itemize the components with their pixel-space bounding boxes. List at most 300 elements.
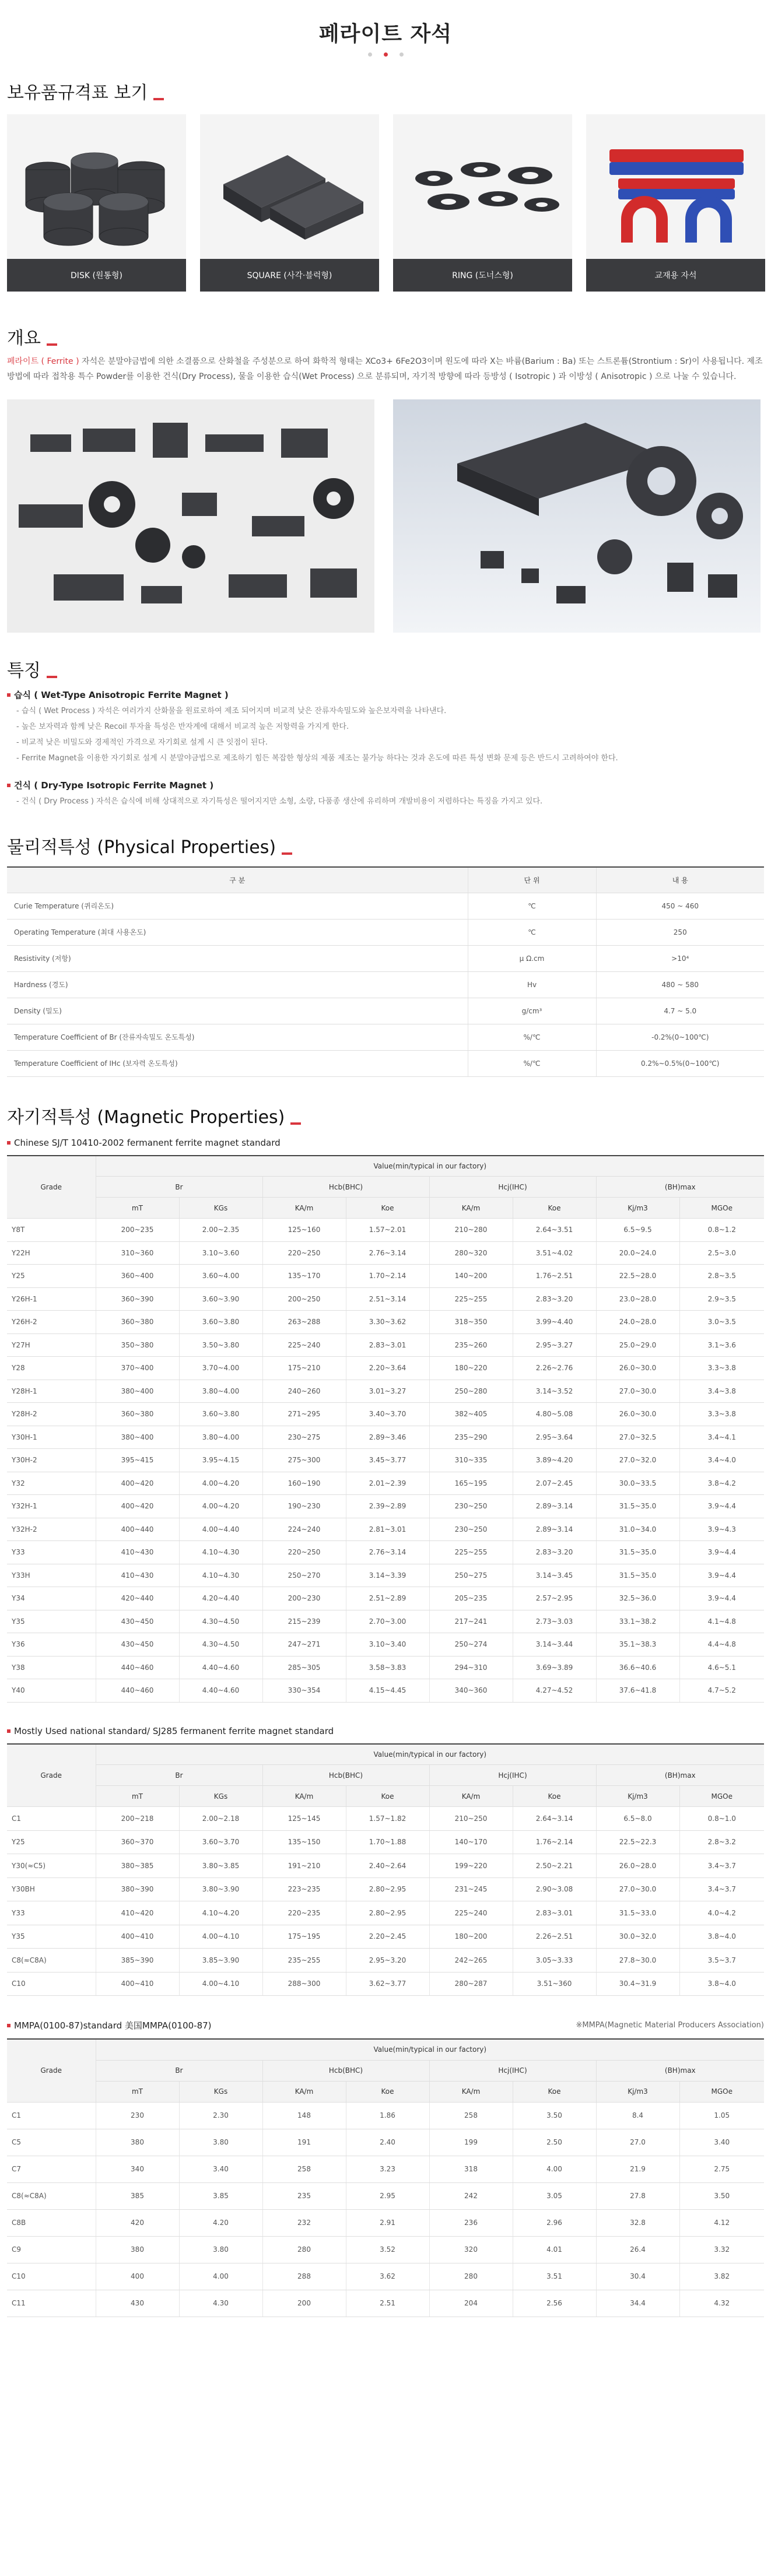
value-cell: 3.01~3.27 bbox=[346, 1380, 429, 1403]
table-cell: ℃ bbox=[468, 919, 596, 945]
value-cell: 31.5~33.0 bbox=[596, 1901, 679, 1925]
value-cell: 280~287 bbox=[429, 1972, 513, 1996]
grade-cell: Y33 bbox=[7, 1541, 96, 1564]
group-header: Hcb(BHC) bbox=[262, 2060, 429, 2081]
value-cell: 225~255 bbox=[429, 1541, 513, 1564]
value-cell: 3.51~4.02 bbox=[513, 1241, 596, 1265]
overview-heading bbox=[7, 324, 764, 349]
value-cell: 3.52 bbox=[346, 2236, 429, 2263]
value-cell: 242 bbox=[429, 2182, 513, 2209]
value-cell: 2.83~3.01 bbox=[346, 1333, 429, 1357]
table-row bbox=[7, 1541, 764, 1564]
value-cell: 199~220 bbox=[429, 1854, 513, 1878]
value-cell: 2.30 bbox=[179, 2102, 262, 2129]
value-cell: 200~230 bbox=[262, 1587, 346, 1610]
table-row bbox=[7, 1518, 764, 1541]
value-cell: 236 bbox=[429, 2209, 513, 2236]
value-cell: 204 bbox=[429, 2290, 513, 2317]
value-cell: 160~190 bbox=[262, 1472, 346, 1495]
grade-cell: Y30H-2 bbox=[7, 1449, 96, 1472]
value-cell: 4.00~4.20 bbox=[179, 1495, 262, 1518]
value-cell: 380~390 bbox=[96, 1877, 179, 1901]
value-cell: 210~250 bbox=[429, 1807, 513, 1831]
table-cell: -0.2%(0~100℃) bbox=[596, 1024, 764, 1050]
value-cell: 34.4 bbox=[596, 2290, 679, 2317]
square-magnet-image[interactable] bbox=[200, 114, 379, 259]
value-cell: 223~235 bbox=[262, 1877, 346, 1901]
value-cell: 0.8~1.2 bbox=[679, 1219, 764, 1242]
value-cell: 2.89~3.46 bbox=[346, 1426, 429, 1449]
value-cell: 231~245 bbox=[429, 1877, 513, 1901]
value-cell: 165~195 bbox=[429, 1472, 513, 1495]
value-cell: 31.5~35.0 bbox=[596, 1541, 679, 1564]
value-cell: 200~250 bbox=[262, 1287, 346, 1311]
magnetic-table-note: ※MMPA(Magnetic Material Producers Association) bbox=[576, 2021, 764, 2030]
grade-cell: C7 bbox=[7, 2156, 96, 2182]
value-cell: 26.0~30.0 bbox=[596, 1357, 679, 1380]
table-cell: 250 bbox=[596, 919, 764, 945]
value-cell: 27.8 bbox=[596, 2182, 679, 2209]
value-cell: 2.83~3.01 bbox=[513, 1901, 596, 1925]
value-cell: 3.8~4.0 bbox=[679, 1972, 764, 1996]
table-cell: Hv bbox=[468, 971, 596, 998]
table-row bbox=[7, 1333, 764, 1357]
table-cell: μ Ω.cm bbox=[468, 945, 596, 971]
group-header: Hcj(IHC) bbox=[429, 1765, 596, 1786]
value-cell: 4.20 bbox=[179, 2209, 262, 2236]
value-header: Value(min/typical in our factory) bbox=[96, 1744, 764, 1765]
dot bbox=[368, 52, 372, 57]
table-cell: ℃ bbox=[468, 893, 596, 919]
value-cell: 235~255 bbox=[262, 1949, 346, 1973]
value-cell: 2.26~2.51 bbox=[513, 1925, 596, 1949]
value-cell: 280~320 bbox=[429, 1241, 513, 1265]
value-cell: 3.14~3.45 bbox=[513, 1564, 596, 1587]
table-row bbox=[7, 2236, 764, 2263]
value-cell: 6.5~9.5 bbox=[596, 1219, 679, 1242]
value-cell: 3.80~4.00 bbox=[179, 1380, 262, 1403]
value-cell: 2.64~3.14 bbox=[513, 1807, 596, 1831]
value-cell: 430~450 bbox=[96, 1610, 179, 1633]
grade-cell: C10 bbox=[7, 1972, 96, 1996]
value-cell: 3.50~3.80 bbox=[179, 1333, 262, 1357]
grade-cell: C1 bbox=[7, 2102, 96, 2129]
value-cell: 3.1~3.6 bbox=[679, 1333, 764, 1357]
value-cell: 4.40~4.60 bbox=[179, 1656, 262, 1679]
value-cell: 3.14~3.39 bbox=[346, 1564, 429, 1587]
magnetic-properties-table bbox=[7, 1743, 764, 1996]
value-cell: 3.9~4.3 bbox=[679, 1518, 764, 1541]
table-row bbox=[7, 971, 764, 998]
table-header: 내 용 bbox=[596, 867, 764, 893]
table-row bbox=[7, 2290, 764, 2317]
value-cell: 3.60~3.70 bbox=[179, 1830, 262, 1854]
table-row bbox=[7, 1449, 764, 1472]
table-cell: Temperature Coefficient of IHc (보자력 온도특성) bbox=[7, 1050, 468, 1076]
value-cell: 3.80 bbox=[179, 2236, 262, 2263]
value-cell: 225~240 bbox=[262, 1333, 346, 1357]
magnetic-heading-text: 자기적특성 (Magnetic Properties) bbox=[7, 1107, 285, 1128]
value-cell: 3.32 bbox=[679, 2236, 764, 2263]
table-cell: Resistivity (저항) bbox=[7, 945, 468, 971]
unit-header: Koe bbox=[346, 1198, 429, 1219]
value-cell: 26.0~28.0 bbox=[596, 1854, 679, 1878]
value-cell: 26.0~30.0 bbox=[596, 1403, 679, 1426]
value-cell: 3.95~4.15 bbox=[179, 1449, 262, 1472]
value-cell: 205~235 bbox=[429, 1587, 513, 1610]
product-education[interactable] bbox=[586, 114, 765, 292]
value-cell: 3.9~4.4 bbox=[679, 1587, 764, 1610]
value-cell: 4.6~5.1 bbox=[679, 1656, 764, 1679]
product-disk[interactable] bbox=[7, 114, 186, 292]
value-cell: 3.82 bbox=[679, 2263, 764, 2290]
value-cell: 3.10~3.60 bbox=[179, 1241, 262, 1265]
heading-mark bbox=[282, 852, 292, 855]
value-cell: 2.01~2.39 bbox=[346, 1472, 429, 1495]
grade-header: Grade bbox=[7, 2039, 96, 2102]
value-cell: 2.76~3.14 bbox=[346, 1241, 429, 1265]
magnetic-table-title bbox=[0, 2019, 771, 2031]
value-cell: 3.80 bbox=[179, 2129, 262, 2156]
bullet-icon bbox=[7, 784, 10, 787]
value-cell: 1.76~2.51 bbox=[513, 1265, 596, 1288]
value-cell: 1.57~2.01 bbox=[346, 1219, 429, 1242]
value-cell: 288 bbox=[262, 2263, 346, 2290]
value-cell: 32.5~36.0 bbox=[596, 1587, 679, 1610]
table-header: 구 분 bbox=[7, 867, 468, 893]
table-row bbox=[7, 1380, 764, 1403]
group-header: Hcb(BHC) bbox=[262, 1765, 429, 1786]
value-cell: 380~400 bbox=[96, 1380, 179, 1403]
value-cell: 3.4~3.7 bbox=[679, 1877, 764, 1901]
value-cell: 2.5~3.0 bbox=[679, 1241, 764, 1265]
value-cell: 310~335 bbox=[429, 1449, 513, 1472]
unit-header: mT bbox=[96, 1786, 179, 1807]
value-cell: 240~260 bbox=[262, 1380, 346, 1403]
physical-heading bbox=[7, 833, 764, 858]
value-cell: 2.51~3.14 bbox=[346, 1287, 429, 1311]
value-cell: 430 bbox=[96, 2290, 179, 2317]
grade-cell: Y30BH bbox=[7, 1877, 96, 1901]
value-cell: 3.0~3.5 bbox=[679, 1311, 764, 1334]
value-cell: 320 bbox=[429, 2236, 513, 2263]
grade-cell: Y22H bbox=[7, 1241, 96, 1265]
value-cell: 330~354 bbox=[262, 1679, 346, 1703]
value-cell: 3.4~3.7 bbox=[679, 1854, 764, 1878]
value-cell: 250~274 bbox=[429, 1633, 513, 1656]
value-cell: 3.99~4.40 bbox=[513, 1311, 596, 1334]
table-row bbox=[7, 1426, 764, 1449]
value-cell: 360~400 bbox=[96, 1265, 179, 1288]
value-cell: 285~305 bbox=[262, 1656, 346, 1679]
table-row bbox=[7, 998, 764, 1024]
table-cell: Density (밀도) bbox=[7, 998, 468, 1024]
value-cell: 31.5~35.0 bbox=[596, 1564, 679, 1587]
table-row bbox=[7, 1877, 764, 1901]
value-cell: 3.80~3.85 bbox=[179, 1854, 262, 1878]
value-cell: 385~390 bbox=[96, 1949, 179, 1973]
table-row bbox=[7, 2129, 764, 2156]
value-cell: 21.9 bbox=[596, 2156, 679, 2182]
page-title: 페라이트 자석 bbox=[318, 22, 453, 46]
value-cell: 410~420 bbox=[96, 1901, 179, 1925]
value-cell: 27.0~30.0 bbox=[596, 1877, 679, 1901]
value-cell: 4.12 bbox=[679, 2209, 764, 2236]
unit-header: KA/m bbox=[262, 1786, 346, 1807]
bullet-icon bbox=[7, 1729, 10, 1733]
table-row bbox=[7, 2182, 764, 2209]
value-cell: 3.50 bbox=[679, 2182, 764, 2209]
dot-active bbox=[384, 52, 388, 57]
grade-cell: C8B bbox=[7, 2209, 96, 2236]
ferrite-products-photo-2 bbox=[393, 399, 761, 633]
value-cell: 350~380 bbox=[96, 1333, 179, 1357]
grade-cell: Y35 bbox=[7, 1610, 96, 1633]
value-cell: 4.10~4.20 bbox=[179, 1901, 262, 1925]
value-cell: 4.30~4.50 bbox=[179, 1633, 262, 1656]
value-cell: 400~420 bbox=[96, 1495, 179, 1518]
value-cell: 3.4~3.8 bbox=[679, 1380, 764, 1403]
overview-photos bbox=[0, 399, 771, 633]
value-cell: 4.32 bbox=[679, 2290, 764, 2317]
value-cell: 230~250 bbox=[429, 1495, 513, 1518]
grade-cell: Y32H-1 bbox=[7, 1495, 96, 1518]
features-heading-text: 특징 bbox=[7, 661, 41, 681]
value-cell: 3.14~3.44 bbox=[513, 1633, 596, 1656]
value-cell: 318 bbox=[429, 2156, 513, 2182]
value-cell: 220~250 bbox=[262, 1541, 346, 1564]
value-cell: 2.81~3.01 bbox=[346, 1518, 429, 1541]
value-cell: 230~250 bbox=[429, 1518, 513, 1541]
disk-magnet-image[interactable] bbox=[7, 114, 186, 259]
grade-header: Grade bbox=[7, 1156, 96, 1219]
value-cell: 4.00~4.40 bbox=[179, 1518, 262, 1541]
value-cell: 1.57~1.82 bbox=[346, 1807, 429, 1831]
magnetic-properties-table bbox=[7, 2038, 764, 2317]
value-cell: 3.62~3.77 bbox=[346, 1972, 429, 1996]
value-cell: 400~410 bbox=[96, 1925, 179, 1949]
grade-cell: Y35 bbox=[7, 1925, 96, 1949]
value-cell: 2.90~3.08 bbox=[513, 1877, 596, 1901]
value-cell: 360~380 bbox=[96, 1403, 179, 1426]
magnetic-table-title-text: MMPA(0100-87)standard 美国MMPA(0100-87) bbox=[14, 2020, 212, 2031]
product-caption[interactable]: SQUARE (사각·블럭형) bbox=[200, 259, 379, 292]
value-cell: 37.6~41.8 bbox=[596, 1679, 679, 1703]
dry-type-title bbox=[0, 779, 771, 791]
value-cell: 3.40~3.70 bbox=[346, 1403, 429, 1426]
grade-cell: Y25 bbox=[7, 1265, 96, 1288]
value-cell: 3.30~3.62 bbox=[346, 1311, 429, 1334]
table-row bbox=[7, 1472, 764, 1495]
unit-header: KA/m bbox=[429, 1198, 513, 1219]
value-cell: 3.23 bbox=[346, 2156, 429, 2182]
value-cell: 27.0~32.5 bbox=[596, 1426, 679, 1449]
product-caption[interactable]: RING (도너스형) bbox=[393, 259, 572, 292]
value-cell: 0.8~1.0 bbox=[679, 1807, 764, 1831]
table-cell: %/℃ bbox=[468, 1050, 596, 1076]
product-caption[interactable]: 교재용 자석 bbox=[586, 259, 765, 292]
grade-cell: Y25 bbox=[7, 1830, 96, 1854]
unit-header: Koe bbox=[513, 1198, 596, 1219]
unit-header: MGOe bbox=[679, 1786, 764, 1807]
title-dots bbox=[0, 52, 771, 78]
product-caption[interactable]: DISK (원통형) bbox=[7, 259, 186, 292]
unit-header: KA/m bbox=[429, 1786, 513, 1807]
magnetic-properties-table bbox=[7, 1155, 764, 1703]
group-header: Br bbox=[96, 2060, 262, 2081]
value-cell: 135~170 bbox=[262, 1265, 346, 1288]
value-cell: 250~275 bbox=[429, 1564, 513, 1587]
value-cell: 3.69~3.89 bbox=[513, 1656, 596, 1679]
value-cell: 3.8~4.2 bbox=[679, 1472, 764, 1495]
wet-type-title bbox=[0, 689, 771, 701]
grade-cell: C9 bbox=[7, 2236, 96, 2263]
value-cell: 235 bbox=[262, 2182, 346, 2209]
value-cell: 4.30 bbox=[179, 2290, 262, 2317]
value-cell: 3.45~3.77 bbox=[346, 1449, 429, 1472]
magnetic-heading bbox=[7, 1103, 764, 1128]
value-cell: 36.6~40.6 bbox=[596, 1656, 679, 1679]
table-row bbox=[7, 2209, 764, 2236]
value-cell: 310~360 bbox=[96, 1241, 179, 1265]
value-cell: 22.5~28.0 bbox=[596, 1265, 679, 1288]
grade-cell: C1 bbox=[7, 1807, 96, 1831]
table-cell: Temperature Coefficient of Br (잔류자속밀도 온도특성) bbox=[7, 1024, 468, 1050]
grade-cell: C8(≈C8A) bbox=[7, 1949, 96, 1973]
value-cell: 2.56 bbox=[513, 2290, 596, 2317]
unit-header: MGOe bbox=[679, 1198, 764, 1219]
group-header: Hcj(IHC) bbox=[429, 2060, 596, 2081]
value-cell: 3.9~4.4 bbox=[679, 1564, 764, 1587]
unit-header: mT bbox=[96, 1198, 179, 1219]
value-cell: 3.3~3.8 bbox=[679, 1357, 764, 1380]
table-row bbox=[7, 1287, 764, 1311]
value-cell: 1.76~2.14 bbox=[513, 1830, 596, 1854]
table-row bbox=[7, 1949, 764, 1973]
feature-line: - Ferrite Magnet을 이용한 자기회로 설계 시 분말야금법으로 제조하기 힘든 복잡한 형상의 제품 제조는 불가능 하다는 것과 온도에 따른 특성 변화 문제 등은 반드시 고려하여야 한다. bbox=[16, 754, 618, 763]
table-row bbox=[7, 1925, 764, 1949]
value-cell: 2.8~3.5 bbox=[679, 1265, 764, 1288]
value-cell: 2.64~3.51 bbox=[513, 1219, 596, 1242]
table-row bbox=[7, 919, 764, 945]
group-header: Hcb(BHC) bbox=[262, 1177, 429, 1198]
value-cell: 1.70~2.14 bbox=[346, 1265, 429, 1288]
value-cell: 4.4~4.8 bbox=[679, 1633, 764, 1656]
value-cell: 4.00~4.20 bbox=[179, 1472, 262, 1495]
value-cell: 263~288 bbox=[262, 1311, 346, 1334]
bullet-icon bbox=[7, 1141, 10, 1145]
feature-line: - 건식 ( Dry Process ) 자석은 습식에 비해 상대적으로 자기특성은 떨어지지만 소형, 소량, 다품종 생산에 유리하며 개발비용이 저렴하다는 특징을 가지고 있다. bbox=[16, 797, 543, 806]
ring-magnet-image[interactable] bbox=[393, 114, 572, 259]
unit-header: KA/m bbox=[262, 1198, 346, 1219]
value-cell: 2.51 bbox=[346, 2290, 429, 2317]
value-cell: 224~240 bbox=[262, 1518, 346, 1541]
value-cell: 31.0~34.0 bbox=[596, 1518, 679, 1541]
physical-properties-table bbox=[7, 866, 764, 1077]
value-cell: 3.05 bbox=[513, 2182, 596, 2209]
value-cell: 230~275 bbox=[262, 1426, 346, 1449]
education-magnet-image[interactable] bbox=[586, 114, 765, 259]
bullet-icon bbox=[7, 2024, 10, 2027]
value-cell: 200~235 bbox=[96, 1219, 179, 1242]
overview-highlight: 페라이트 ( Ferrite ) bbox=[7, 357, 79, 366]
overview-heading-text: 개요 bbox=[7, 328, 41, 349]
product-square[interactable] bbox=[200, 114, 379, 292]
overview-text: 자석은 분말야금법에 의한 소결품으로 산화철을 주성분으로 하여 화학적 형태는 XCo3+ 6Fe2O3이며 원도에 따라 X는 바륨(Barium : Ba) 또는 스트론튬(Strontium : Sr)이 사용됩니다. 제조방법에 따라 접착용 특수 Powder를 이용한 건식(Dry Process), 물을 이용한 습식(Wet Process) 으로 분류되며, 자기적 방향에 따라 등방성 ( Isotropic ) 과 이방성 ( Anisotropic ) 으로 나눌 수 있습니다. bbox=[7, 357, 763, 381]
value-cell: 22.5~22.3 bbox=[596, 1830, 679, 1854]
wet-type-lines bbox=[0, 701, 771, 766]
group-header: Hcj(IHC) bbox=[429, 1177, 596, 1198]
grade-cell: Y26H-1 bbox=[7, 1287, 96, 1311]
value-cell: 2.95~3.27 bbox=[513, 1333, 596, 1357]
value-cell: 340 bbox=[96, 2156, 179, 2182]
value-cell: 230 bbox=[96, 2102, 179, 2129]
table-row bbox=[7, 1265, 764, 1288]
value-cell: 135~150 bbox=[262, 1830, 346, 1854]
value-cell: 180~200 bbox=[429, 1925, 513, 1949]
value-cell: 420 bbox=[96, 2209, 179, 2236]
table-cell: Curie Temperature (퀴리온도) bbox=[7, 893, 468, 919]
table-row bbox=[7, 2263, 764, 2290]
value-cell: 250~280 bbox=[429, 1380, 513, 1403]
value-cell: 2.26~2.76 bbox=[513, 1357, 596, 1380]
value-cell: 4.10~4.30 bbox=[179, 1541, 262, 1564]
table-row bbox=[7, 1564, 764, 1587]
value-cell: 2.20~3.64 bbox=[346, 1357, 429, 1380]
grade-cell: Y8T bbox=[7, 1219, 96, 1242]
unit-header: Kj/m3 bbox=[596, 1198, 679, 1219]
value-cell: 440~460 bbox=[96, 1679, 179, 1703]
value-cell: 2.00~2.18 bbox=[179, 1807, 262, 1831]
value-cell: 20.0~24.0 bbox=[596, 1241, 679, 1265]
table-cell: Hardness (경도) bbox=[7, 971, 468, 998]
value-cell: 190~230 bbox=[262, 1495, 346, 1518]
value-cell: 3.5~3.7 bbox=[679, 1949, 764, 1973]
grade-cell: Y34 bbox=[7, 1587, 96, 1610]
value-cell: 400~420 bbox=[96, 1472, 179, 1495]
value-cell: 3.85~3.90 bbox=[179, 1949, 262, 1973]
value-cell: 3.58~3.83 bbox=[346, 1656, 429, 1679]
value-cell: 3.51 bbox=[513, 2263, 596, 2290]
value-cell: 220~235 bbox=[262, 1901, 346, 1925]
value-cell: 380 bbox=[96, 2236, 179, 2263]
value-cell: 3.60~3.80 bbox=[179, 1311, 262, 1334]
value-cell: 2.83~3.20 bbox=[513, 1541, 596, 1564]
table-row bbox=[7, 1219, 764, 1242]
heading-mark bbox=[290, 1122, 301, 1125]
value-cell: 2.83~3.20 bbox=[513, 1287, 596, 1311]
value-cell: 360~390 bbox=[96, 1287, 179, 1311]
table-row bbox=[7, 1357, 764, 1380]
value-cell: 275~300 bbox=[262, 1449, 346, 1472]
value-cell: 4.00 bbox=[179, 2263, 262, 2290]
table-row bbox=[7, 1587, 764, 1610]
value-cell: 258 bbox=[262, 2156, 346, 2182]
value-cell: 294~310 bbox=[429, 1656, 513, 1679]
table-row bbox=[7, 1050, 764, 1076]
value-cell: 3.89~4.20 bbox=[513, 1449, 596, 1472]
features-heading bbox=[7, 656, 764, 682]
value-cell: 3.80~3.90 bbox=[179, 1877, 262, 1901]
table-row bbox=[7, 1854, 764, 1878]
table-row bbox=[7, 1610, 764, 1633]
group-header: (BH)max bbox=[596, 1177, 764, 1198]
value-cell: 125~145 bbox=[262, 1807, 346, 1831]
product-ring[interactable] bbox=[393, 114, 572, 292]
table-row bbox=[7, 1830, 764, 1854]
value-cell: 148 bbox=[262, 2102, 346, 2129]
value-cell: 3.60~3.90 bbox=[179, 1287, 262, 1311]
